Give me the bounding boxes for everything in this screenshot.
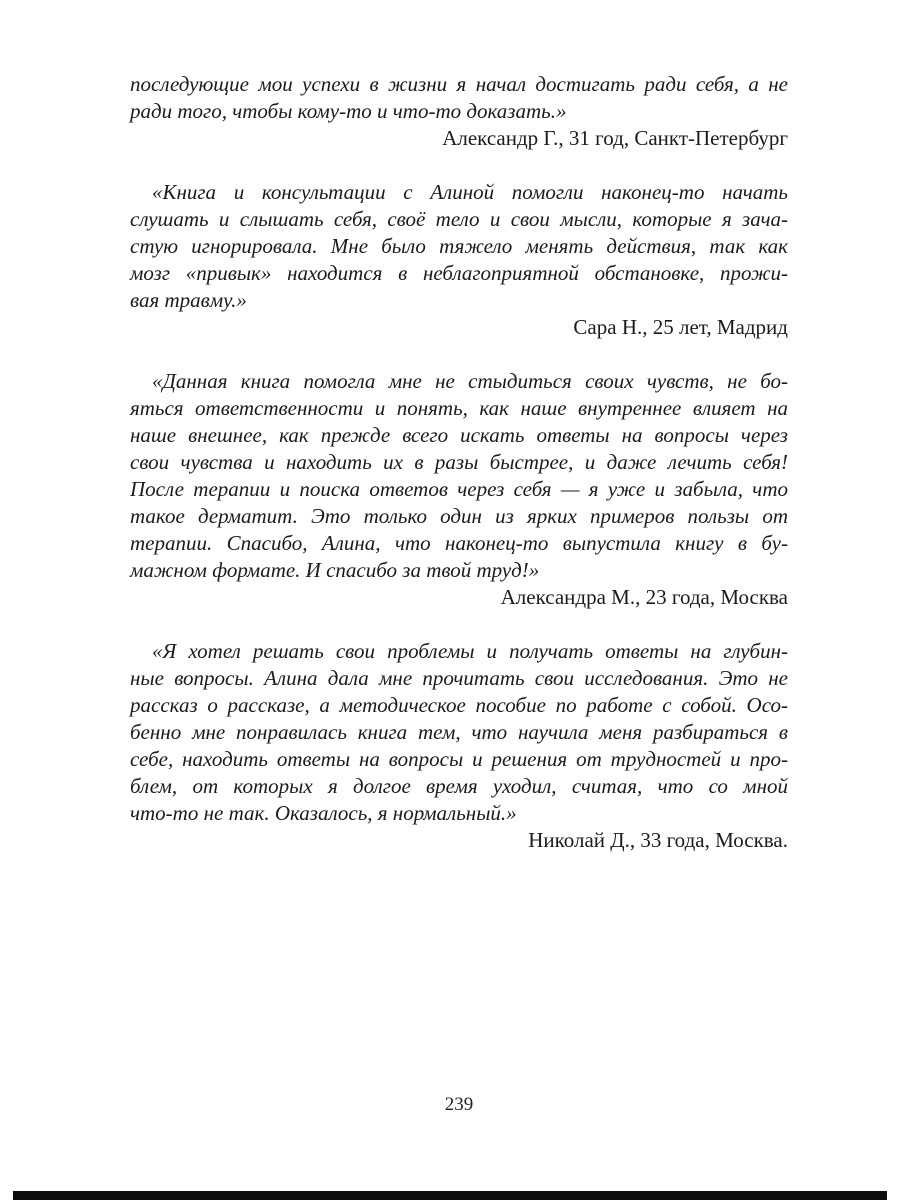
testimonial-line: мозг «привык» находится в неблагоприятной обстановке, прожи- [130, 261, 788, 285]
testimonial-line: рассказ о рассказе, а методическое пособие по работе с собой. Осо- [130, 693, 788, 717]
testimonial-line: бенно мне понравилась книга тем, что научила меня разбираться в [130, 720, 788, 744]
testimonial-line: что-то не так. Оказалось, я нормальный.» [130, 801, 517, 825]
testimonial-attribution: Николай Д., 33 года, Москва. [528, 828, 788, 852]
testimonial-line: «Данная книга помогла мне не стыдиться своих чувств, не бо- [152, 369, 788, 393]
scan-edge-bar [13, 1191, 887, 1200]
testimonial-block [130, 71, 788, 152]
testimonial-line: свои чувства и находить их в разы быстрее, и даже лечить себя! [130, 450, 788, 474]
testimonial-line: стую игнорировала. Мне было тяжело менять действия, так как [130, 234, 788, 258]
testimonial-line: После терапии и поиска ответов через себя — я уже и забыла, что [130, 477, 788, 501]
testimonial-attribution: Александр Г., 31 год, Санкт-Петербург [442, 126, 788, 150]
testimonial-line: ради того, чтобы кому-то и что-то доказать.» [130, 99, 567, 123]
testimonial-attribution: Александра М., 23 года, Москва [500, 585, 788, 609]
testimonial-line: яться ответственности и понять, как наше внутреннее влияет на [130, 396, 788, 420]
testimonial-line: блем, от которых я долгое время уходил, считая, что со мной [130, 774, 788, 798]
testimonial-block [130, 368, 788, 611]
testimonial-line: слушать и слышать себя, своё тело и свои мысли, которые я зача- [130, 207, 788, 231]
testimonial-line: последующие мои успехи в жизни я начал достигать ради себя, а не [130, 72, 788, 96]
testimonial-block [130, 638, 788, 854]
testimonials-column [130, 71, 788, 881]
testimonial-attribution: Сара Н., 25 лет, Мадрид [573, 315, 788, 339]
testimonial-line: ные вопросы. Алина дала мне прочитать свои исследования. Это не [130, 666, 788, 690]
testimonial-line: терапии. Спасибо, Алина, что наконец-то выпустила книгу в бу- [130, 531, 788, 555]
testimonial-line: наше внешнее, как прежде всего искать ответы на вопросы через [130, 423, 788, 447]
testimonial-line: мажном формате. И спасибо за твой труд!» [130, 558, 540, 582]
page-number: 239 [444, 1094, 474, 1115]
testimonial-line: такое дерматит. Это только один из ярких примеров пользы от [130, 504, 788, 528]
testimonial-line: вая травму.» [130, 288, 247, 312]
testimonial-block [130, 179, 788, 341]
testimonial-line: «Я хотел решать свои проблемы и получать ответы на глубин- [152, 639, 788, 663]
testimonial-line: «Книга и консультации с Алиной помогли наконец-то начать [152, 180, 788, 204]
testimonial-line: себе, находить ответы на вопросы и решения от трудностей и про- [130, 747, 788, 771]
